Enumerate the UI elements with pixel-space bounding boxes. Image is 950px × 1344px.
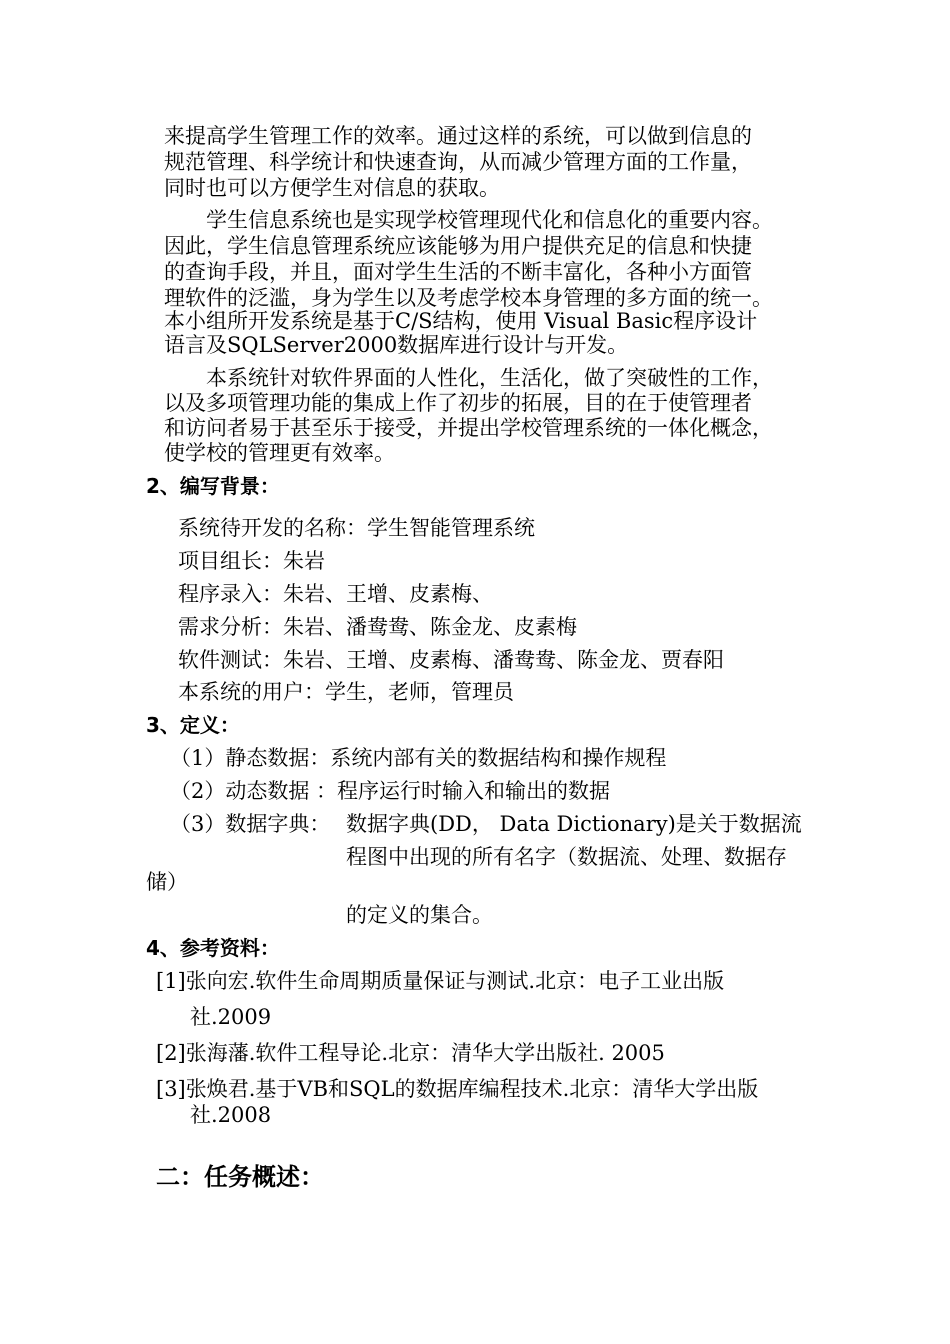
reference-1-line2: 社.2009 [190,1005,272,1029]
background-item: 系统待开发的名称：学生智能管理系统 [178,516,535,540]
intro-p3-line3: 和访问者易于甚至乐于接受，并提出学校管理系统的一体化概念， [164,416,773,440]
intro-p2-line6: 语言及SQLServer2000数据库进行设计与开发。 [164,333,629,357]
section2-heading: 二：任务概述： [156,1163,324,1191]
definition-data-dictionary-line3: 储） [146,870,188,894]
background-item: 软件测试：朱岩、王增、皮素梅、潘鸯鸯、陈金龙、贾春阳 [178,648,724,672]
background-item: 项目组长：朱岩 [178,549,325,573]
definitions-heading: 3、定义： [146,713,240,737]
intro-p3-line4: 使学校的管理更有效率。 [164,441,395,465]
reference-2: [2]张海藩.软件工程导论.北京：清华大学出版社. 2005 [156,1041,665,1065]
intro-p2-line2: 因此，学生信息管理系统应该能够为用户提供充足的信息和快捷 [164,234,752,258]
intro-p3-line1: 本系统针对软件界面的人性化，生活化，做了突破性的工作， [206,366,773,390]
background-item: 程序录入：朱岩、王增、皮素梅、 [178,582,493,606]
definition-static-data: （1）静态数据：系统内部有关的数据结构和操作规程 [170,746,667,770]
definition-data-dictionary-label: （3）数据字典： [170,812,331,836]
intro-p1-line3: 同时也可以方便学生对信息的获取。 [164,176,500,200]
references-heading: 4、参考资料： [146,936,280,960]
definition-data-dictionary-line4: 的定义的集合。 [346,903,493,927]
intro-p1-line1: 来提高学生管理工作的效率。通过这样的系统，可以做到信息的 [164,124,752,148]
reference-3-line1: [3]张焕君.基于VB和SQL的数据库编程技术.北京：清华大学出版 [156,1077,759,1101]
definition-dynamic-data: （2）动态数据 ：程序运行时输入和输出的数据 [170,779,611,803]
intro-p2-line1: 学生信息系统也是实现学校管理现代化和信息化的重要内容。 [206,208,773,232]
background-item: 需求分析：朱岩、潘鸯鸯、陈金龙、皮素梅 [178,615,577,639]
intro-p2-line3: 的查询手段，并且，面对学生生活的不断丰富化，各种小方面管 [164,260,752,284]
definition-data-dictionary-line2: 程图中出现的所有名字（数据流、处理、数据存 [346,845,787,869]
background-heading: 2、编写背景： [146,474,280,498]
background-item: 本系统的用户：学生，老师，管理员 [178,680,514,704]
intro-p2-line4: 理软件的泛滥，身为学生以及考虑学校本身管理的多方面的统一。 [164,286,773,310]
reference-3-line2: 社.2008 [190,1103,272,1127]
intro-p3-line2: 以及多项管理功能的集成上作了初步的拓展，目的在于使管理者 [164,391,752,415]
reference-1-line1: [1]张向宏.软件生命周期质量保证与测试.北京：电子工业出版 [156,969,725,993]
intro-p2-line5: 本小组所开发系统是基于C/S结构，使用 Visual Basic程序设计 [164,309,758,333]
definition-data-dictionary-line1: 数据字典(DD， Data Dictionary)是关于数据流 [346,812,802,836]
intro-p1-line2: 规范管理、科学统计和快速查询，从而减少管理方面的工作量， [164,150,752,174]
